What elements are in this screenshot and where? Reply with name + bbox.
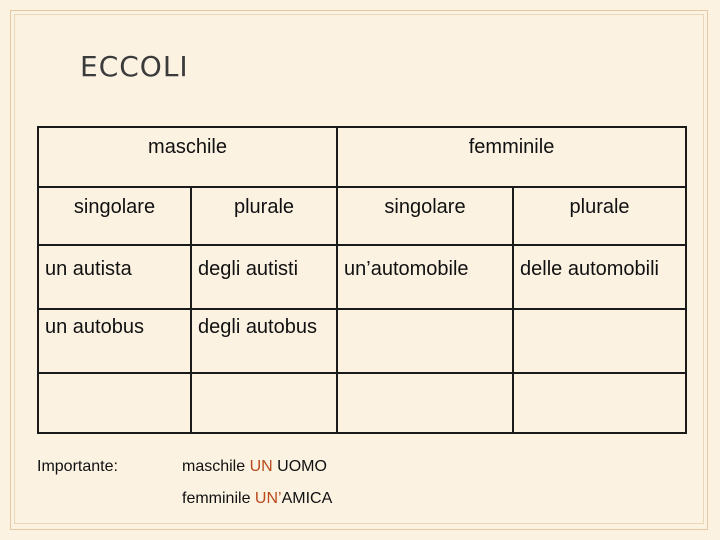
table-cell — [191, 373, 337, 433]
note-noun: UOMO — [272, 458, 327, 475]
table-cell: delle automobili — [513, 245, 686, 309]
note-prefix: femminile — [182, 490, 255, 507]
header-masculine: maschile — [38, 127, 337, 187]
table-cell — [513, 373, 686, 433]
table-cell — [337, 373, 513, 433]
table-row — [38, 309, 686, 373]
note-label: Importante: — [37, 458, 118, 475]
subheader-cell: plurale — [191, 187, 337, 245]
note-line-masculine — [182, 458, 327, 476]
grammar-table — [37, 126, 687, 434]
subheader-cell: plurale — [513, 187, 686, 245]
subheader-cell: singolare — [337, 187, 513, 245]
table-cell — [38, 373, 191, 433]
table-row — [38, 373, 686, 433]
table-cell: un autista — [38, 245, 191, 309]
note-article: UN — [249, 458, 273, 475]
header-feminine: femminile — [337, 127, 686, 187]
table-cell: degli autisti — [191, 245, 337, 309]
subheader-row — [38, 187, 686, 245]
note-noun: AMICA — [281, 490, 333, 507]
table-cell: degli autobus — [191, 309, 337, 373]
table-cell — [513, 309, 686, 373]
slide-title: ECCOLI — [80, 50, 189, 83]
note-article: UN’ — [254, 490, 282, 507]
note-line-feminine — [182, 490, 332, 508]
table-cell — [337, 309, 513, 373]
table-cell: un’automobile — [337, 245, 513, 309]
note-prefix: maschile — [182, 458, 250, 475]
subheader-cell: singolare — [38, 187, 191, 245]
table-cell: un autobus — [38, 309, 191, 373]
header-row — [38, 127, 686, 187]
table-row — [38, 245, 686, 309]
